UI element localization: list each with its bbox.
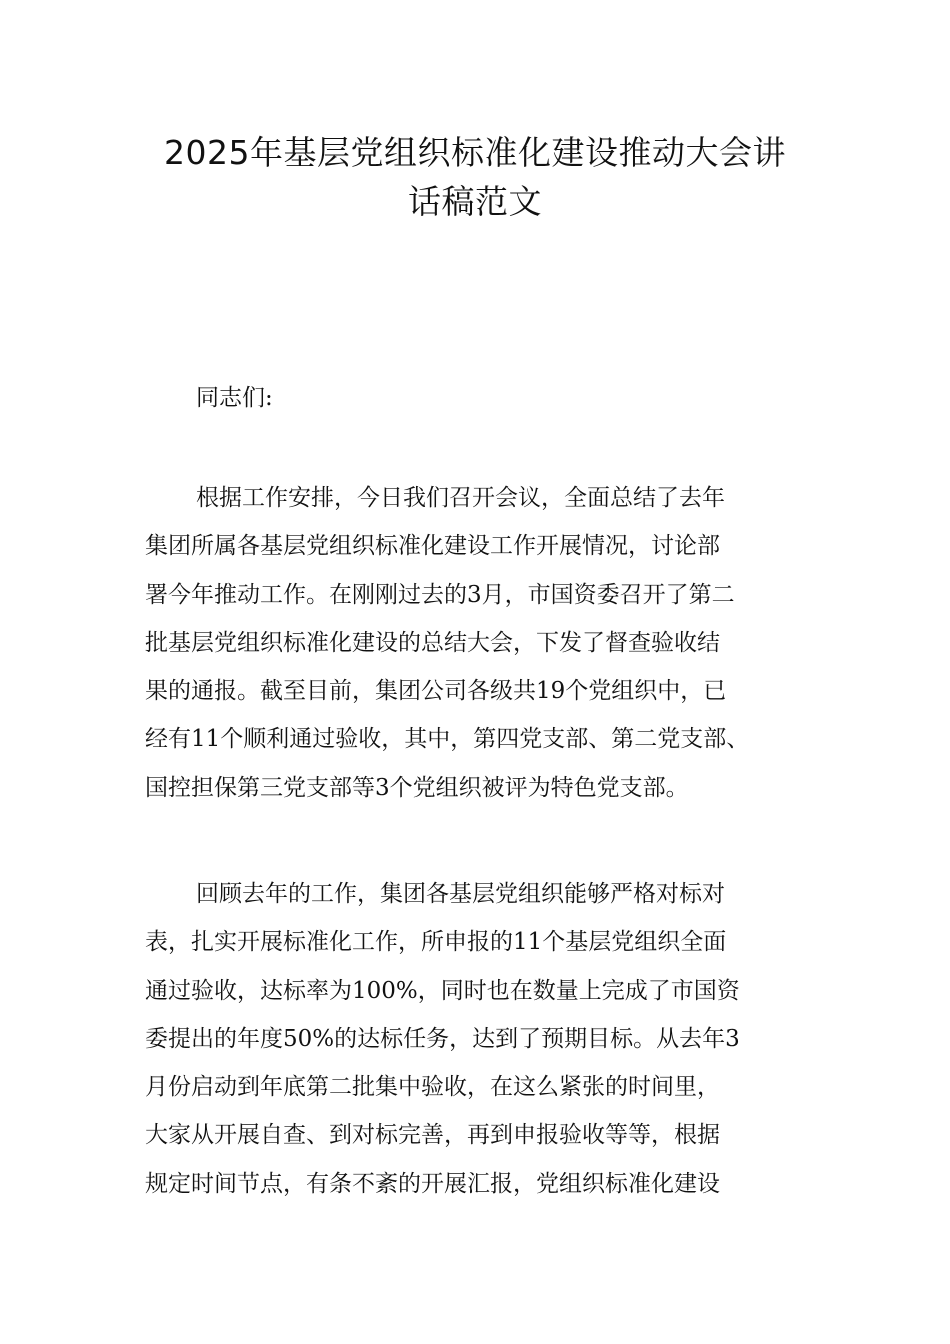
title-line-2: 话稿范文 [408,182,542,221]
paragraph-line: 表，扎实开展标准化工作，所申报的11个基层党组织全面 [145,929,727,956]
paragraph-line: 国控担保第三党支部等3个党组织被评为特色党支部。 [145,774,689,801]
salutation: 同志们: [196,385,273,411]
paragraph-line: 通过验收，达标率为100%，同时也在数量上完成了市国资 [145,977,740,1004]
paragraph-2 [145,878,825,1216]
paragraph-line: 规定时间节点，有条不紊的开展汇报，党组织标准化建设 [145,1170,720,1197]
document-title [100,128,850,226]
paragraph-line: 集团所属各基层党组织标准化建设工作开展情况，讨论部 [145,533,720,560]
paragraph-1 [145,482,825,820]
paragraph-line: 月份启动到年底第二批集中验收，在这么紧张的时间里， [145,1074,720,1101]
paragraph-line: 大家从开展自查、到对标完善，再到申报验收等等，根据 [145,1122,720,1149]
paragraph-line: 署今年推动工作。在刚刚过去的3月，市国资委召开了第二 [145,581,735,608]
paragraph-line: 果的通报。截至目前，集团公司各级共19个党组织中，已 [145,678,727,705]
paragraph-line: 批基层党组织标准化建设的总结大会，下发了督查验收结 [145,629,720,656]
paragraph-line: 委提出的年度50%的达标任务，达到了预期目标。从去年3 [145,1025,740,1052]
title-line-1: 2025年基层党组织标准化建设推动大会讲 [164,133,786,172]
paragraph-line: 回顾去年的工作，集团各基层党组织能够严格对标对 [196,881,725,907]
paragraph-line: 根据工作安排，今日我们召开会议，全面总结了去年 [196,485,725,511]
paragraph-line: 经有11个顺利通过验收，其中，第四党支部、第二党支部、 [145,726,750,753]
